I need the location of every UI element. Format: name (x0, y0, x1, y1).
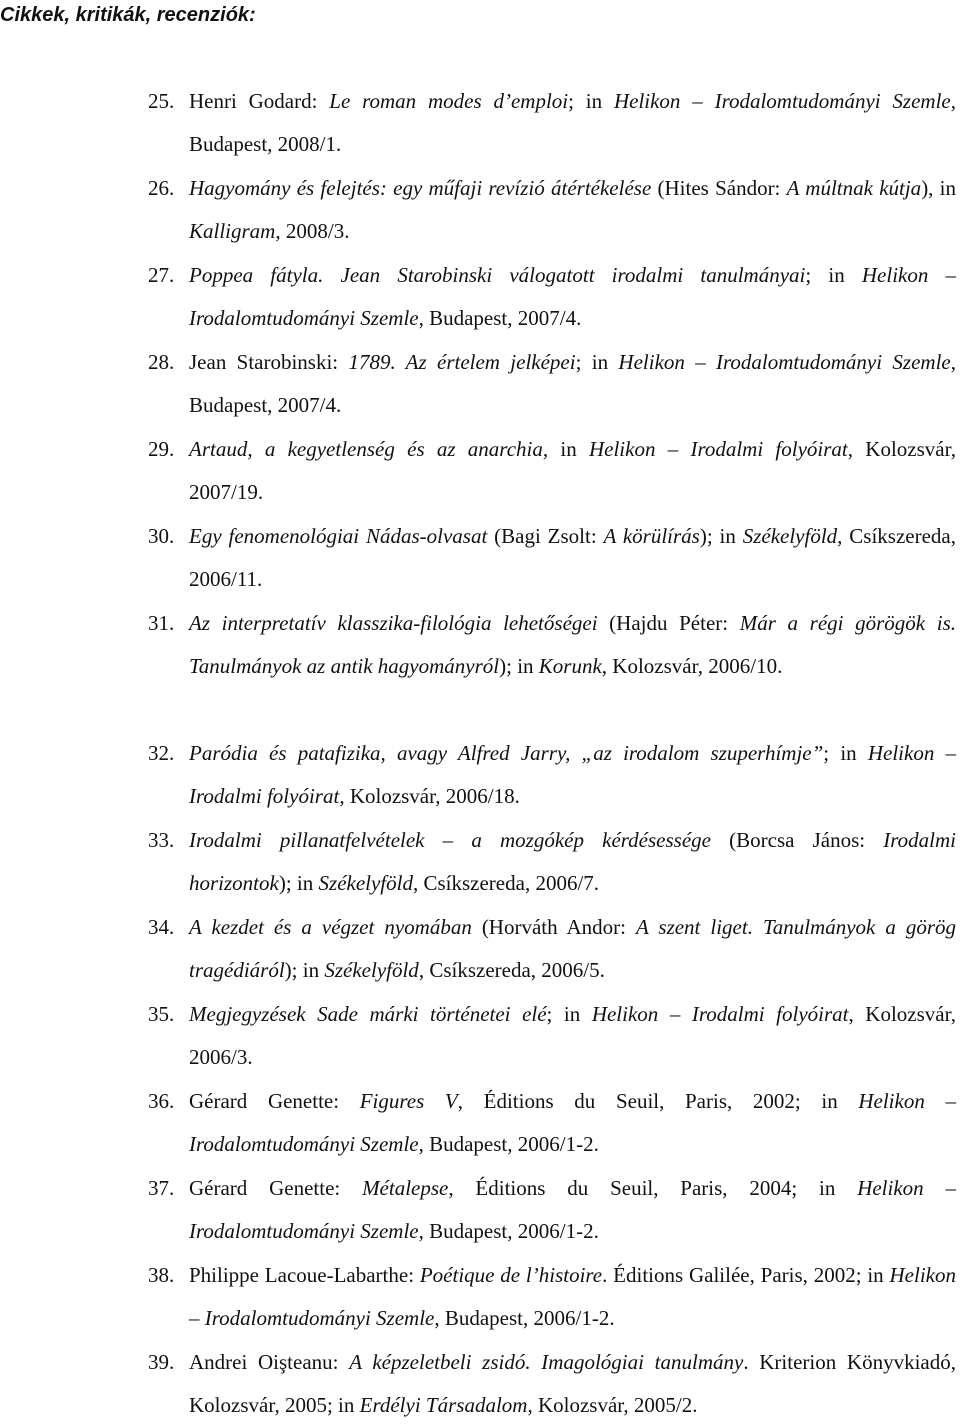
italic-title-segment: Már a régi görögök is. Tanulmányok az antik hagyományról (189, 611, 956, 678)
text-segment: (Borcsa János: (710, 828, 884, 852)
text-segment: (Horváth Andor: (471, 915, 636, 939)
bibliography-entry-33 (148, 819, 956, 906)
italic-title-segment: Helikon – Irodalomtudományi Szemle (189, 1176, 956, 1243)
text-segment: , Budapest, 2006/1-2. (418, 1219, 599, 1243)
text-segment: , Kolozsvár, 2006/18. (339, 784, 520, 808)
italic-title-segment: A szent liget. Tanulmányok a görög tragédiáról (189, 915, 956, 982)
text-segment: Henri Godard: (189, 89, 330, 113)
entry-number: 30. (148, 524, 175, 548)
bibliography-entry-34 (148, 906, 956, 993)
bibliography-entry-28 (148, 341, 956, 428)
text-segment: Gérard Genette: (189, 1089, 360, 1113)
entry-text (189, 1341, 956, 1427)
bibliography-entry-37 (148, 1167, 956, 1254)
entry-text (189, 819, 956, 905)
text-segment: ; in (546, 1002, 592, 1026)
italic-title-segment: Helikon – Irodalomtudományi Szemle (189, 1089, 956, 1156)
text-segment: . Éditions Galilée, Paris, 2002; in (602, 1263, 890, 1287)
section-heading: Cikkek, kritikák, recenziók: (0, 4, 256, 26)
entry-number: 28. (148, 350, 175, 374)
bibliography-entry-31 (148, 602, 956, 732)
entry-text (189, 515, 956, 601)
text-segment: Philippe Lacoue-Labarthe: (189, 1263, 420, 1287)
text-segment: , Csíkszereda, 2006/11. (189, 524, 956, 591)
text-segment: , Kolozsvár, 2007/19. (189, 437, 957, 504)
bibliography-entry-27 (148, 254, 956, 341)
entry-number: 39. (148, 1350, 175, 1374)
text-segment: Andrei Oişteanu: (189, 1350, 350, 1374)
text-segment: , Budapest, 2008/1. (189, 89, 957, 156)
entry-text (189, 341, 956, 427)
text-segment: , Budapest, 2007/4. (189, 350, 956, 417)
text-segment: , 2008/3. (275, 219, 350, 243)
bibliography-entry-26 (148, 167, 956, 254)
bibliography-entry-30 (148, 515, 956, 602)
italic-title-segment: Hagyomány és felejtés: egy műfaji revízió átértékelése (189, 176, 652, 200)
italic-title-segment: Helikon – Irodalmi folyóirat (588, 437, 848, 461)
italic-title-segment: Artaud, a kegyetlenség és az anarchia (189, 437, 543, 461)
italic-title-segment: Helikon – Irodalmi folyóirat (189, 741, 957, 808)
italic-title-segment: Poppea fátyla. Jean Starobinski válogatott irodalmi tanulmányai (189, 263, 806, 287)
entry-text (189, 1254, 956, 1340)
text-segment: , Éditions du Seuil, Paris, 2002; in (457, 1089, 859, 1113)
text-segment: , Kolozsvár, 2005/2. (527, 1393, 698, 1417)
italic-title-segment: Helikon – Irodalomtudományi Szemle (618, 350, 951, 374)
italic-title-segment: Helikon – Irodalomtudományi Szemle (189, 1263, 956, 1330)
text-segment: ); in (278, 871, 319, 895)
bibliography-list (148, 80, 956, 1428)
text-segment: ); in (499, 654, 539, 678)
text-segment: , in (542, 437, 589, 461)
text-segment: ; in (805, 263, 862, 287)
text-segment: Gérard Genette: (189, 1176, 363, 1200)
entry-number: 27. (148, 263, 175, 287)
italic-title-segment: Kalligram (189, 219, 276, 243)
entry-text (189, 254, 956, 340)
entry-text (189, 1080, 956, 1166)
bibliography-entry-32 (148, 732, 956, 819)
italic-title-segment: 1789. Az értelem jelképei (348, 350, 576, 374)
text-segment: ); in (284, 958, 325, 982)
text-segment: . Kriterion Könyvkiadó, Kolozsvár, 2005; in (189, 1350, 957, 1417)
italic-title-segment: Egy fenomenológiai Nádas-olvasat (189, 524, 488, 548)
text-segment: , Budapest, 2006/1-2. (434, 1306, 615, 1330)
text-segment: Jean Starobinski: (189, 350, 349, 374)
italic-title-segment: A körülírás (603, 524, 700, 548)
italic-title-segment: Korunk (538, 654, 602, 678)
italic-title-segment: A múltnak kútja (786, 176, 922, 200)
italic-title-segment: Székelyföld (318, 871, 413, 895)
italic-title-segment: A képzeletbeli zsidó. Imagológiai tanulmány (349, 1350, 744, 1374)
italic-title-segment: Székelyföld (324, 958, 419, 982)
bibliography-entry-29 (148, 428, 956, 515)
italic-title-segment: Erdélyi Társadalom (359, 1393, 528, 1417)
bibliography-entry-25 (148, 80, 956, 167)
entry-number: 35. (148, 1002, 175, 1026)
bibliography-entry-38 (148, 1254, 956, 1341)
entry-text (189, 1167, 956, 1253)
entry-number: 26. (148, 176, 175, 200)
entry-number: 25. (148, 89, 175, 113)
italic-title-segment: Irodalmi horizontok (189, 828, 957, 895)
entry-number: 37. (148, 1176, 175, 1200)
italic-title-segment: Le roman modes d’emploi (329, 89, 569, 113)
italic-title-segment: A kezdet és a végzet nyomában (189, 915, 472, 939)
entry-number: 31. (148, 611, 175, 635)
italic-title-segment: Helikon – Irodalmi folyóirat (591, 1002, 849, 1026)
text-segment: , Kolozsvár, 2006/3. (189, 1002, 956, 1069)
entry-number: 38. (148, 1263, 175, 1287)
italic-title-segment: Irodalmi pillanatfelvételek – a mozgókép kérdésessége (189, 828, 711, 852)
entry-text (189, 602, 956, 688)
text-segment: , Budapest, 2006/1-2. (418, 1132, 599, 1156)
entry-number: 32. (148, 741, 175, 765)
text-segment: ); in (699, 524, 743, 548)
text-segment: (Hites Sándor: (651, 176, 787, 200)
italic-title-segment: Megjegyzések Sade márki történetei elé (189, 1002, 547, 1026)
italic-title-segment: Helikon – Irodalomtudományi Szemle (189, 263, 957, 330)
italic-title-segment: Székelyföld (742, 524, 838, 548)
text-segment: , Csíkszereda, 2006/7. (412, 871, 600, 895)
text-segment: , Éditions du Seuil, Paris, 2004; in (448, 1176, 858, 1200)
text-segment: (Hajdu Péter: (597, 611, 740, 635)
entry-text (189, 167, 956, 253)
text-segment: ; in (568, 89, 614, 113)
bibliography-entry-36 (148, 1080, 956, 1167)
italic-title-segment: Paródia és patafizika, avagy Alfred Jarry, „az irodalom szuperhímje” (189, 741, 824, 765)
entry-text (189, 428, 956, 514)
italic-title-segment: Helikon – Irodalomtudományi Szemle (613, 89, 951, 113)
italic-title-segment: Figures V (359, 1089, 458, 1113)
entry-text (189, 80, 956, 166)
text-segment: , Csíkszereda, 2006/5. (418, 958, 605, 982)
bibliography-entry-39 (148, 1341, 956, 1428)
entry-number: 29. (148, 437, 175, 461)
entry-text (189, 732, 956, 818)
entry-text (189, 906, 956, 992)
italic-title-segment: Az interpretatív klasszika-filológia lehetőségei (189, 611, 598, 635)
text-segment: , Budapest, 2007/4. (418, 306, 582, 330)
entry-number: 34. (148, 915, 175, 939)
text-segment: (Bagi Zsolt: (487, 524, 604, 548)
entry-number: 33. (148, 828, 175, 852)
text-segment: ; in (575, 350, 619, 374)
text-segment: ), in (921, 176, 956, 200)
bibliography-entry-35 (148, 993, 956, 1080)
italic-title-segment: Poétique de l’histoire (419, 1263, 603, 1287)
entry-text (189, 993, 956, 1079)
text-segment: ; in (823, 741, 868, 765)
italic-title-segment: Métalepse (362, 1176, 449, 1200)
text-segment: , Kolozsvár, 2006/10. (601, 654, 783, 678)
entry-number: 36. (148, 1089, 175, 1113)
